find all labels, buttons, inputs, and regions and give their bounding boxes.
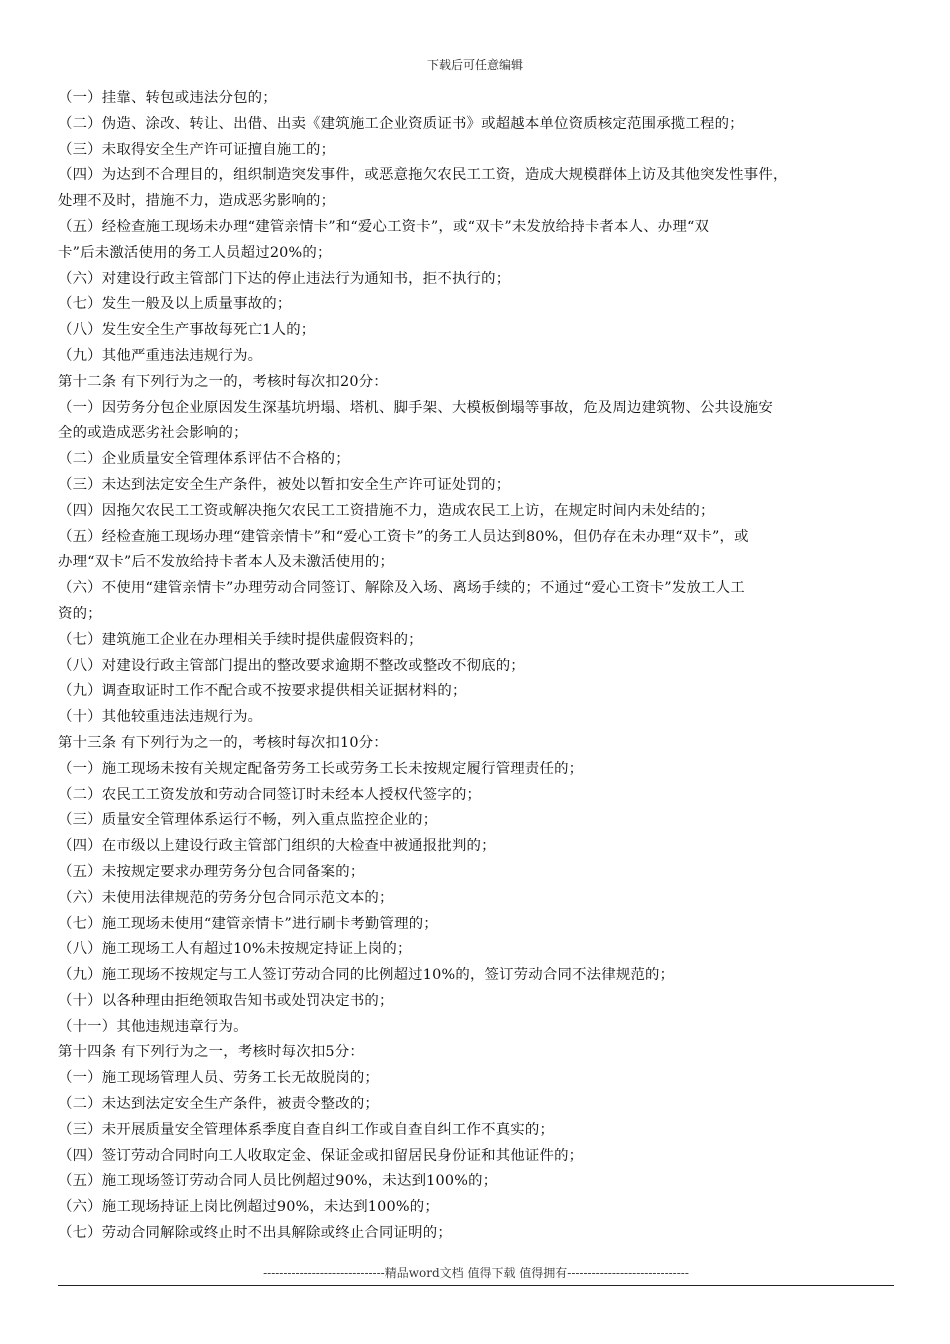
body-line: （七）发生一般及以上质量事故的；	[58, 296, 292, 313]
body-line: （六）未使用法律规范的劳务分包合同示范文本的；	[58, 889, 394, 906]
body-line: （六）施工现场持证上岗比例超过90%，未达到100%的；	[58, 1199, 439, 1216]
article-heading: 第十二条 有下列行为之一的，考核时每次扣20分：	[58, 373, 388, 390]
body-line: （十）以各种理由拒绝领取告知书或处罚决定书的；	[58, 992, 394, 1009]
page-header: 下载后可任意编辑	[426, 58, 523, 72]
body-line: （五）经检查施工现场办理“建管亲情卡”和“爱心工资卡”的务工人员达到80%，但仍存在未办理“双卡”，或	[58, 528, 749, 545]
body-line: （十）其他较重违法违规行为。	[58, 709, 263, 726]
body-line: （八）施工现场工人有超过10%未按规定持证上岗的；	[58, 941, 412, 958]
body-line: （三）未达到法定安全生产条件，被处以暂扣安全生产许可证处罚的；	[58, 476, 511, 493]
article-heading: 第十三条 有下列行为之一的，考核时每次扣10分：	[58, 734, 388, 751]
body-line: （八）对建设行政主管部门提出的整改要求逾期不整改或整改不彻底的；	[58, 657, 525, 674]
body-line: （二）伪造、涂改、转让、出借、出卖《建筑施工企业资质证书》或超越本单位资质核定范围承揽工程的；	[58, 115, 744, 132]
body-line: （七）劳动合同解除或终止时不出具解除或终止合同证明的；	[58, 1225, 452, 1242]
body-line: （二）企业质量安全管理体系评估不合格的；	[58, 451, 350, 468]
body-line: （九）调查取证时工作不配合或不按要求提供相关证据材料的；	[58, 683, 467, 700]
body-line: （五）未按规定要求办理劳务分包合同备案的；	[58, 863, 365, 880]
body-line: （四）在市级以上建设行政主管部门组织的大检查中被通报批判的；	[58, 838, 496, 855]
body-line: （九）其他严重违法违规行为。	[58, 347, 263, 364]
body-line: （十一）其他违规违章行为。	[58, 1018, 248, 1035]
body-line: （八）发生安全生产事故每死亡1人的；	[58, 322, 316, 339]
body-line: （四）为达到不合理目的，组织制造突发事件，或恶意拖欠农民工工资，造成大规模群体上访及其他突发性事件，	[58, 167, 788, 184]
body-line: （七）建筑施工企业在办理相关手续时提供虚假资料的；	[58, 631, 423, 648]
body-line: （一）因劳务分包企业原因发生深基坑坍塌、塔机、脚手架、大模板倒塌等事故，危及周边建筑物、公共设施安	[58, 399, 773, 416]
body-line: 全的或造成恶劣社会影响的；	[58, 425, 248, 442]
body-line: （三）质量安全管理体系运行不畅，列入重点监控企业的；	[58, 812, 438, 829]
document-body	[58, 86, 894, 1247]
body-line: （一）施工现场未按有关规定配备劳务工长或劳务工长未按规定履行管理责任的；	[58, 760, 584, 777]
body-line: （六）不使用“建管亲情卡”办理劳动合同签订、解除及入场、离场手续的；不通过“爱心工资卡”发放工人工	[58, 580, 745, 597]
body-line: （四）签订劳动合同时向工人收取定金、保证金或扣留居民身份证和其他证件的；	[58, 1147, 584, 1164]
body-line: （五）经检查施工现场未办理“建管亲情卡”和“爱心工资卡”，或“双卡”未发放给持卡者本人、办理“双	[58, 218, 710, 235]
footer-divider	[58, 1285, 894, 1286]
article-heading: 第十四条 有下列行为之一，考核时每次扣5分：	[58, 1044, 364, 1061]
page-footer: ------------------------------精品word文档 值得下载 值得拥有------------------------------	[263, 1266, 689, 1280]
body-line: （六）对建设行政主管部门下达的停止违法行为通知书，拒不执行的；	[58, 270, 511, 287]
body-line: （三）未开展质量安全管理体系季度自查自纠工作或自查自纠工作不真实的；	[58, 1121, 555, 1138]
body-line: （二）未达到法定安全生产条件，被责令整改的；	[58, 1096, 379, 1113]
body-line: （三）未取得安全生产许可证擅自施工的；	[58, 141, 336, 158]
body-line: （一）施工现场管理人员、劳务工长无故脱岗的；	[58, 1070, 379, 1087]
body-line: （二）农民工工资发放和劳动合同签订时未经本人授权代签字的；	[58, 786, 482, 803]
body-line: （五）施工现场签订劳动合同人员比例超过90%，未达到100%的；	[58, 1173, 498, 1190]
body-line: （九）施工现场不按规定与工人签订劳动合同的比例超过10%的，签订劳动合同不法律规范的；	[58, 967, 675, 984]
body-line: （四）因拖欠农民工工资或解决拖欠农民工工资措施不力，造成农民工上访，在规定时间内未处结的；	[58, 502, 715, 519]
body-line: （一）挂靠、转包或违法分包的；	[58, 90, 277, 106]
body-line: 办理“双卡”后不发放给持卡者本人及未激活使用的；	[58, 554, 395, 571]
body-line: 卡”后未激活使用的务工人员超过20%的；	[58, 244, 332, 261]
body-line: 处理不及时，措施不力，造成恶劣影响的；	[58, 193, 336, 210]
body-line: （七）施工现场未使用“建管亲情卡”进行刷卡考勤管理的；	[58, 915, 438, 932]
body-line: 资的；	[58, 605, 102, 622]
